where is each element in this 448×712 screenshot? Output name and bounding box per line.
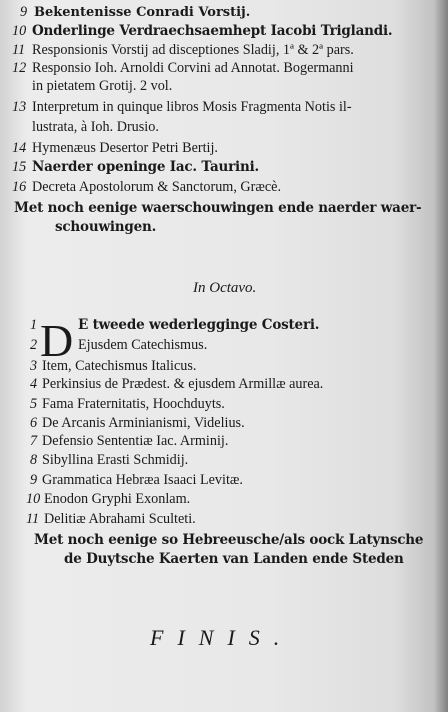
item-title: Naerder openinge Iac. Taurini. [32, 159, 260, 175]
item-title: Decreta Apostolorum & Sanctorum, Græcè. [32, 179, 282, 195]
item-title: Responsio Ioh. Arnoldi Corvini ad Annotat. Bogermanni [32, 60, 354, 76]
list-item [30, 452, 188, 469]
note-text: schouwingen. [55, 219, 157, 235]
list-item [12, 159, 259, 176]
list-item [30, 472, 243, 489]
list-item [30, 317, 319, 334]
list-item [12, 23, 392, 40]
item-number: 15 [12, 159, 27, 175]
item-title: Interpretum in quinque libros Mosis Fragmenta Notis il- [32, 99, 352, 115]
item-title: Perkinsius de Prædest. & ejusdem Armillæ aurea. [42, 376, 324, 392]
list-item [12, 60, 354, 77]
drop-cap: D [40, 315, 74, 366]
item-title: Ejusdem Catechismus. [78, 337, 208, 353]
item-number: 7 [30, 433, 38, 449]
list-item-continuation [32, 78, 172, 95]
item-number: 10 [26, 491, 41, 507]
finis-colophon: FINIS. [150, 625, 294, 650]
item-title: Onderlinge Verdraechsaemhept Iacobi Triglandi. [32, 23, 393, 39]
item-number: 1 [30, 317, 38, 333]
item-title: De Arcanis Arminianismi, Videlius. [42, 415, 245, 431]
list-item [20, 4, 250, 21]
item-number: 14 [12, 140, 27, 156]
list-item [30, 337, 207, 354]
item-number: 6 [30, 415, 38, 431]
note-text: de Duytsche Kaerten van Landen ende Steden [64, 551, 404, 567]
item-title: Hymenæus Desertor Petri Bertij. [32, 140, 218, 156]
item-title: Bekentenisse Conradi Vorstij. [34, 5, 251, 20]
list-item [30, 358, 196, 375]
list-item [30, 396, 225, 413]
item-number: 16 [12, 179, 27, 195]
item-number: 3 [30, 358, 38, 374]
list-item [12, 179, 281, 196]
item-title: E tweede wederlegginge Costeri. [78, 317, 320, 333]
item-title: Item, Catechismus Italicus. [42, 358, 197, 374]
item-number: 8 [30, 452, 38, 468]
item-title: Enodon Gryphi Exonlam. [44, 491, 191, 507]
page-gutter-shadow [434, 0, 448, 712]
item-number: 5 [30, 396, 38, 412]
item-title: Defensio Sententiæ Iac. Arminij. [42, 433, 229, 449]
item-title: Responsionis Vorstij ad disceptiones Sladij, 1ª & 2ª pars. [32, 42, 354, 58]
item-number: 2 [30, 337, 38, 353]
item-title: Delitiæ Abrahami Sculteti. [44, 511, 196, 527]
section-heading: In Octavo. [193, 280, 257, 296]
item-number: 9 [20, 4, 28, 20]
item-title: in pietatem Grotij. 2 vol. [32, 78, 173, 94]
list-item [26, 491, 190, 508]
note-text: Met noch eenige so Hebreeusche/als oock Latynsche [34, 532, 424, 548]
list-item-continuation [32, 119, 159, 136]
list-item [30, 376, 323, 393]
item-title: Fama Fraternitatis, Hoochduyts. [42, 396, 225, 412]
item-number: 4 [30, 376, 38, 392]
list-item [12, 140, 218, 157]
item-number: 11 [12, 42, 26, 58]
item-number: 9 [30, 472, 38, 488]
list-item [30, 433, 228, 450]
list-item [12, 42, 354, 59]
list-note [34, 532, 423, 549]
list-item [12, 99, 352, 116]
item-number: 12 [12, 60, 27, 76]
list-item [30, 415, 245, 432]
item-number: 10 [12, 23, 27, 39]
list-note-continuation [64, 551, 404, 568]
list-note-continuation [55, 219, 156, 236]
item-title: Sibyllina Erasti Schmidij. [42, 452, 189, 468]
list-item [26, 511, 196, 528]
item-number: 13 [12, 99, 27, 115]
item-number: 11 [26, 511, 40, 527]
item-title: lustrata, à Ioh. Drusio. [32, 119, 159, 135]
note-text: Met noch eenige waerschouwingen ende naerder waer- [14, 200, 422, 216]
item-title: Grammatica Hebræa Isaaci Levitæ. [42, 472, 243, 488]
list-note [14, 200, 421, 217]
